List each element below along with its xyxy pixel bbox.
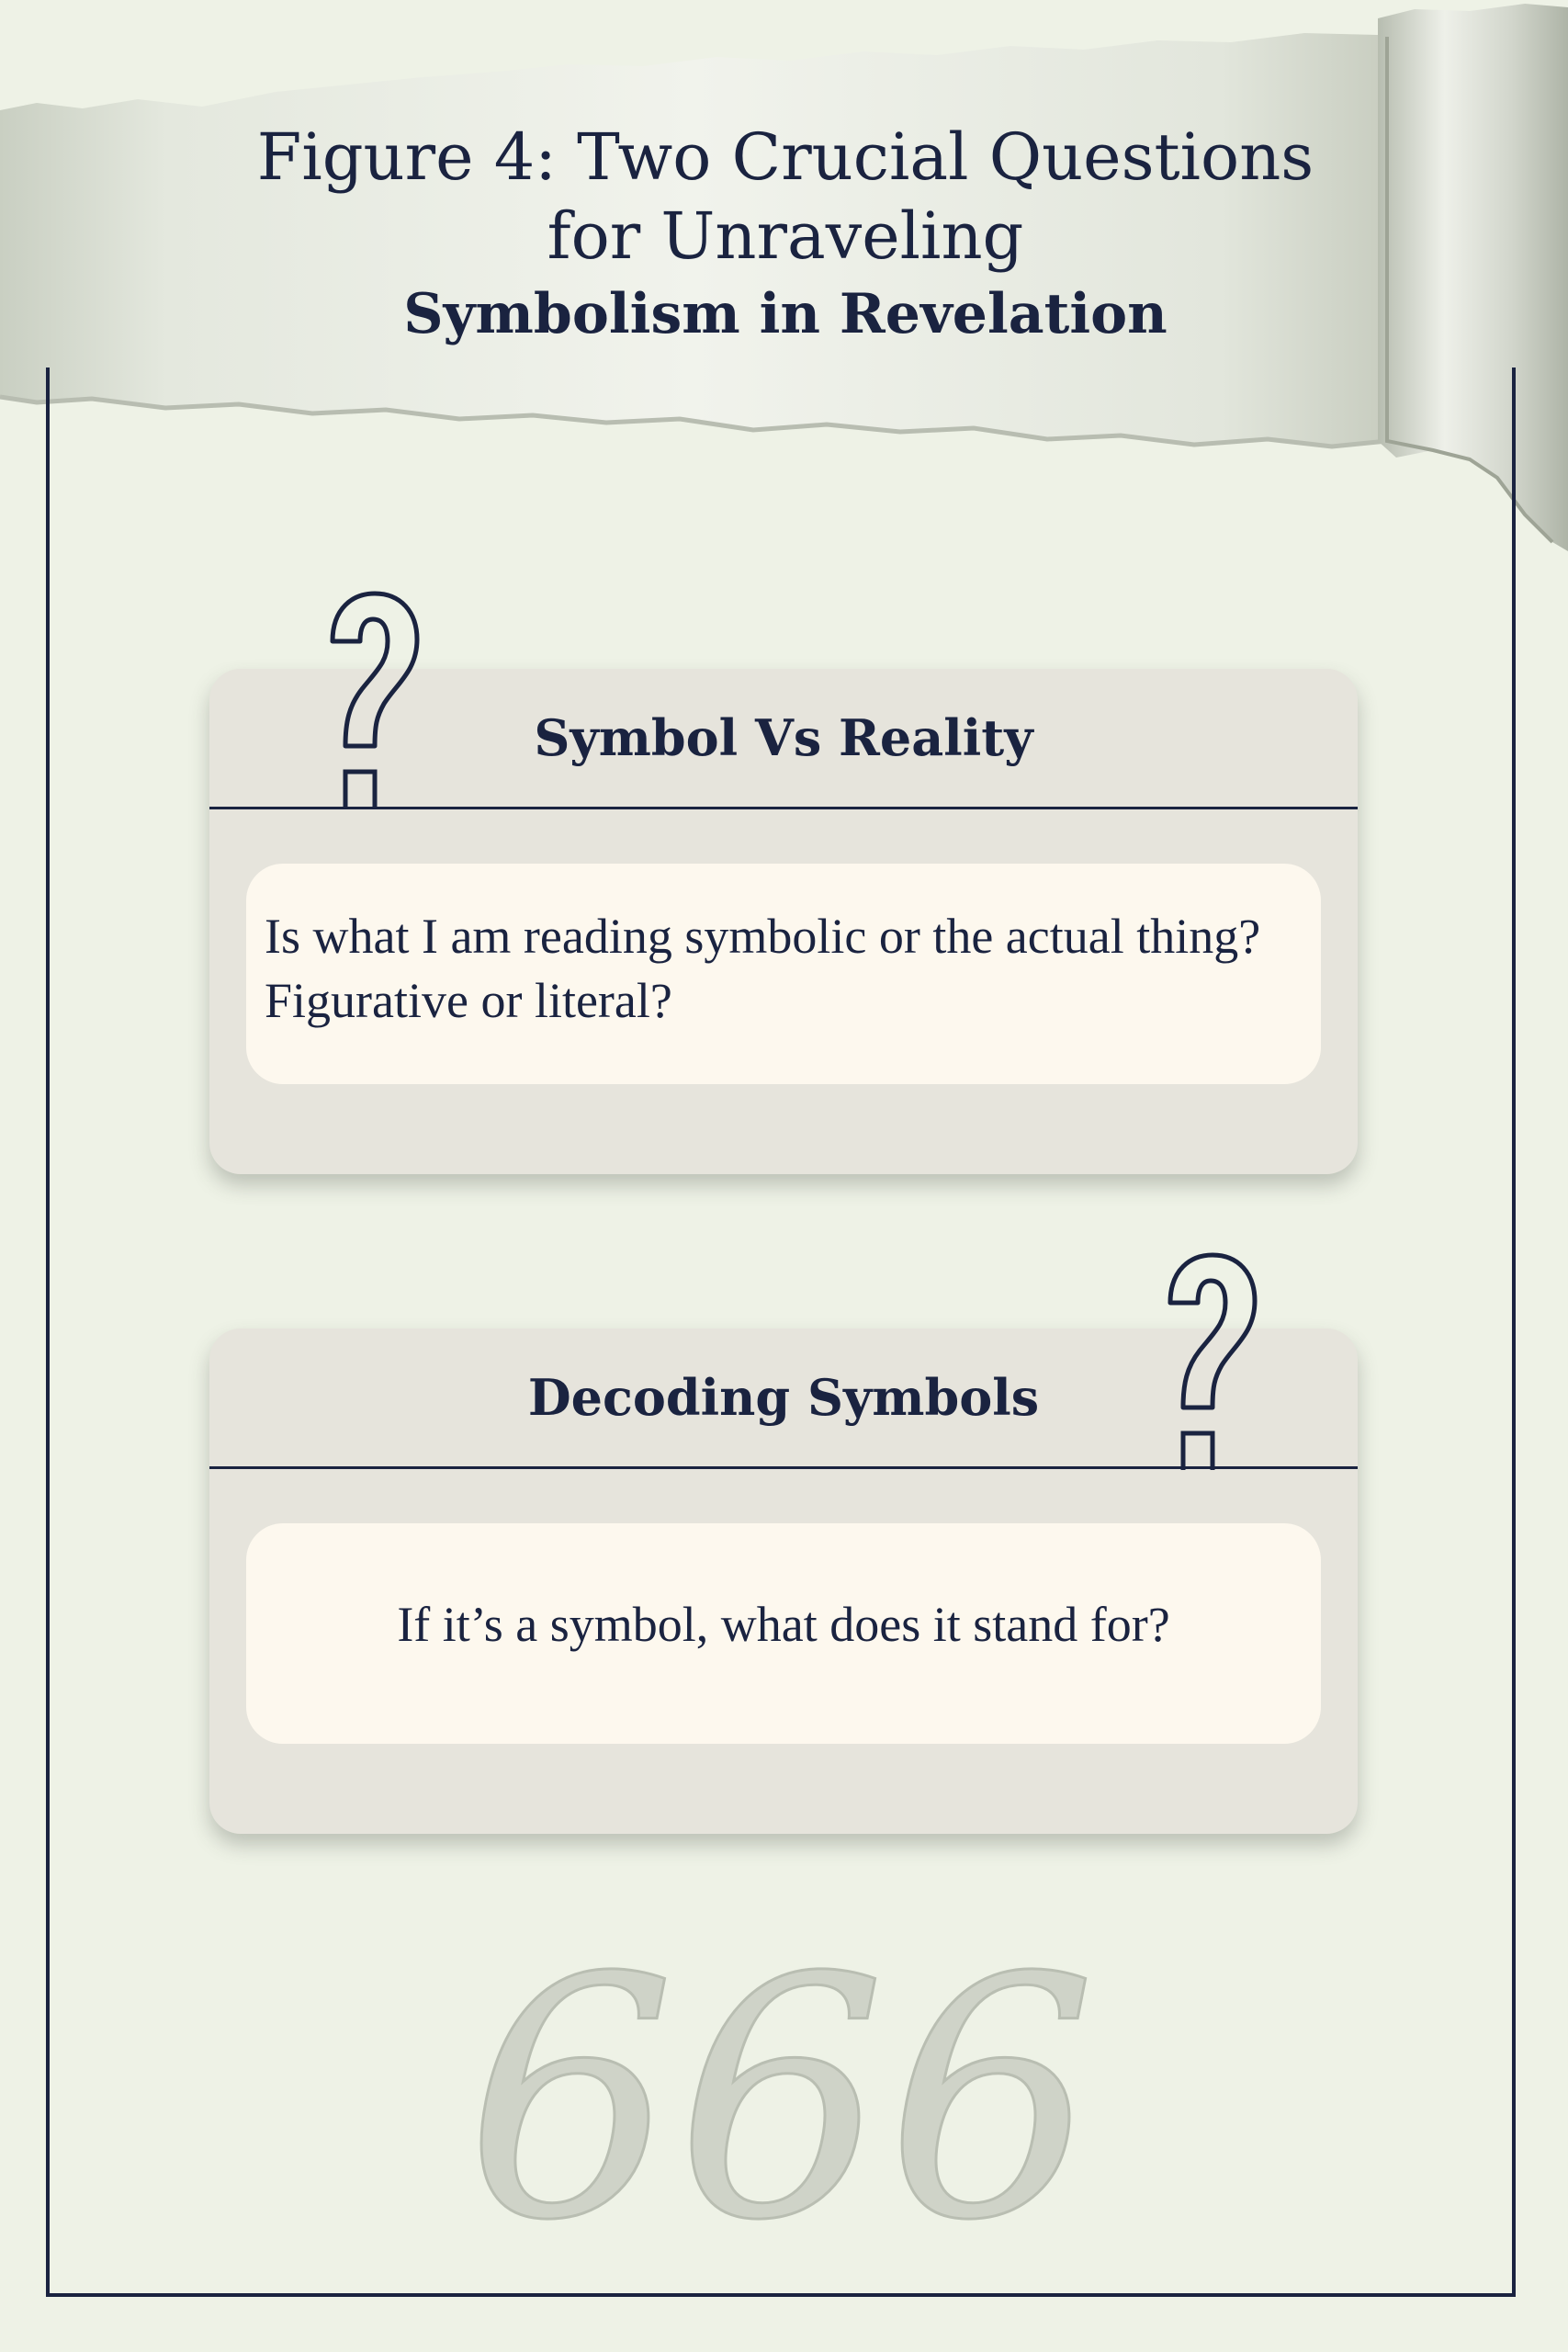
card-question: Is what I am reading symbolic or the actual thing? Figurative or literal? [246, 864, 1321, 1084]
card-heading: Decoding Symbols [527, 1368, 1040, 1427]
question-mark-icon [1161, 1250, 1262, 1470]
card-heading: Symbol Vs Reality [534, 708, 1033, 767]
title-line-3: Symbolism in Revelation [403, 282, 1168, 346]
figure-title [211, 118, 1359, 353]
title-line-1: Figure 4: Two Crucial Questions [256, 119, 1314, 195]
title-line-2: for Unraveling [547, 198, 1024, 274]
card-question: If it’s a symbol, what does it stand for? [246, 1523, 1321, 1744]
watermark-text: 666 [465, 1948, 1097, 2242]
question-mark-icon [323, 588, 424, 808]
watermark-666 [450, 1948, 1111, 2242]
